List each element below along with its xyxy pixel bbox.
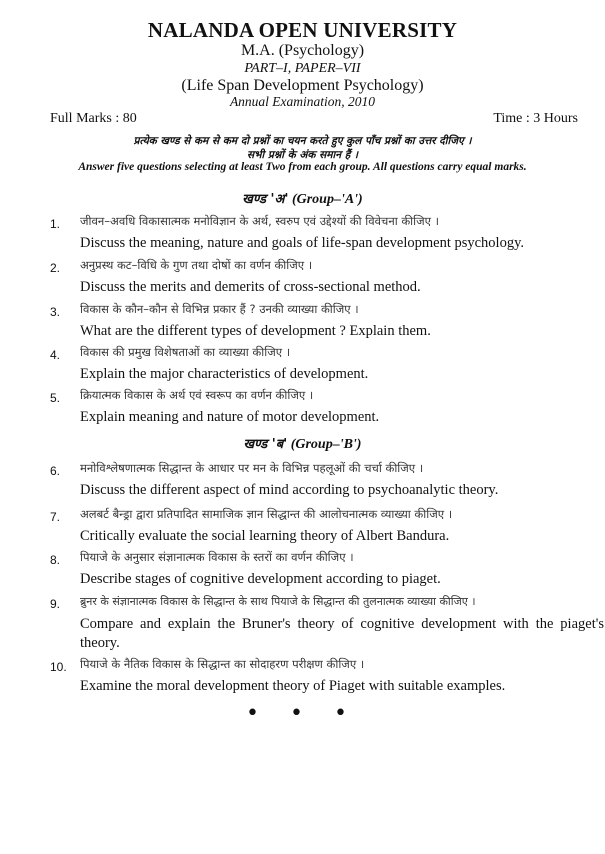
- question-number: 5.: [50, 391, 61, 405]
- question-hindi: क्रियात्मक विकास के अर्थ एवं स्वरूप का वर्णन कीजिए ।: [80, 388, 314, 402]
- question-number: 10.: [50, 660, 67, 674]
- group-a-heading: [0, 189, 605, 208]
- full-marks: Full Marks : 80: [50, 111, 137, 126]
- question-number: 6.: [50, 464, 61, 478]
- question-english: Critically evaluate the social learning theory of Albert Bandura.: [80, 528, 450, 544]
- group-b-heading: [0, 434, 605, 453]
- question-number: 2.: [50, 261, 61, 275]
- question-hindi: ब्रुनर के संज्ञानात्मक विकास के सिद्धान्त के साथ पियाजे के सिद्धान्त की तुलनात्मक व्याख्या कीजिए ।: [80, 595, 476, 608]
- instruction-hindi-1: प्रत्येक खण्ड से कम से कम दो प्रश्नों का चयन करते हुए कुल पाँच प्रश्नों का उत्तर दीजिए ।: [133, 135, 472, 147]
- question-hindi: मनोविश्लेषणात्मक सिद्धान्त के आधार पर मन के विभिन्न पहलूओं की चर्चा कीजिए ।: [80, 461, 424, 475]
- group-a-hindi: खण्ड 'अ': [242, 192, 289, 207]
- question-english: Discuss the merits and demerits of cross-sectional method.: [80, 279, 421, 295]
- question-hindi: विकास के कौन–कौन से विभिन्न प्रकार हैं ? उनकी व्याख्या कीजिए ।: [80, 302, 359, 316]
- group-a-english: (Group–'A'): [291, 192, 363, 207]
- instruction-english: Answer five questions selecting at least Two from each group. All questions carry equal marks.: [78, 161, 527, 173]
- question-hindi: पियाजे के अनुसार संज्ञानात्मक विकास के स्तरों का वर्णन कीजिए ।: [80, 550, 354, 564]
- group-b-english: (Group–'B'): [290, 437, 362, 452]
- question-number: 3.: [50, 305, 61, 319]
- question-number: 1.: [50, 217, 61, 231]
- question-english: Examine the moral development theory of Piaget with suitable examples.: [80, 678, 506, 694]
- question-number: 8.: [50, 553, 61, 567]
- paper-title: (Life Span Development Psychology): [181, 77, 424, 94]
- question-english: What are the different types of development ? Explain them.: [80, 323, 431, 339]
- question-hindi: अनुप्रस्थ कट–विधि के गुण तथा दोषों का वर्णन कीजिए ।: [80, 258, 313, 272]
- question-number: 7.: [50, 510, 61, 524]
- question-english: Explain the major characteristics of development.: [80, 366, 369, 382]
- group-b-hindi: खण्ड 'ब': [243, 437, 288, 452]
- question-hindi: विकास की प्रमुख विशेषताओं का व्याख्या कीजिए ।: [80, 345, 291, 359]
- question-english: Describe stages of cognitive development according to piaget.: [80, 571, 441, 587]
- end-dots: • • •: [246, 701, 359, 726]
- course-title: M.A. (Psychology): [240, 42, 365, 59]
- part-paper: PART–I, PAPER–VII: [244, 61, 361, 76]
- question-number: 4.: [50, 348, 61, 362]
- exam-name: Annual Examination, 2010: [229, 94, 376, 109]
- instruction-hindi-2: सभी प्रश्नों के अंक समान हैं ।: [247, 149, 358, 161]
- question-hindi: जीवन–अवधि विकासात्मक मनोविज्ञान के अर्थ, स्वरुप एवं उद्देश्यों की विवेचना कीजिए ।: [80, 214, 440, 228]
- university-name: NALANDA OPEN UNIVERSITY: [147, 18, 458, 42]
- question-english: Discuss the meaning, nature and goals of life-span development psychology.: [80, 235, 525, 251]
- question-english: Discuss the different aspect of mind according to psychoanalytic theory.: [80, 482, 499, 498]
- question-number: 9.: [50, 597, 61, 611]
- question-english: Compare and explain the Bruner's theory of cognitive development with the piaget's theory.: [80, 616, 604, 651]
- question-hindi: अलबर्ट बैन्ड्रा द्वारा प्रतिपादित सामाजिक ज्ञान सिद्धान्त की आलोचनात्मक व्याख्या कीजिए ।: [80, 507, 453, 521]
- question-hindi: पियाजे के नैतिक विकास के सिद्धान्त का सोदाहरण परीक्षण कीजिए ।: [80, 657, 365, 671]
- question-english: Explain meaning and nature of motor development.: [80, 409, 380, 425]
- exam-time: Time : 3 Hours: [493, 111, 578, 126]
